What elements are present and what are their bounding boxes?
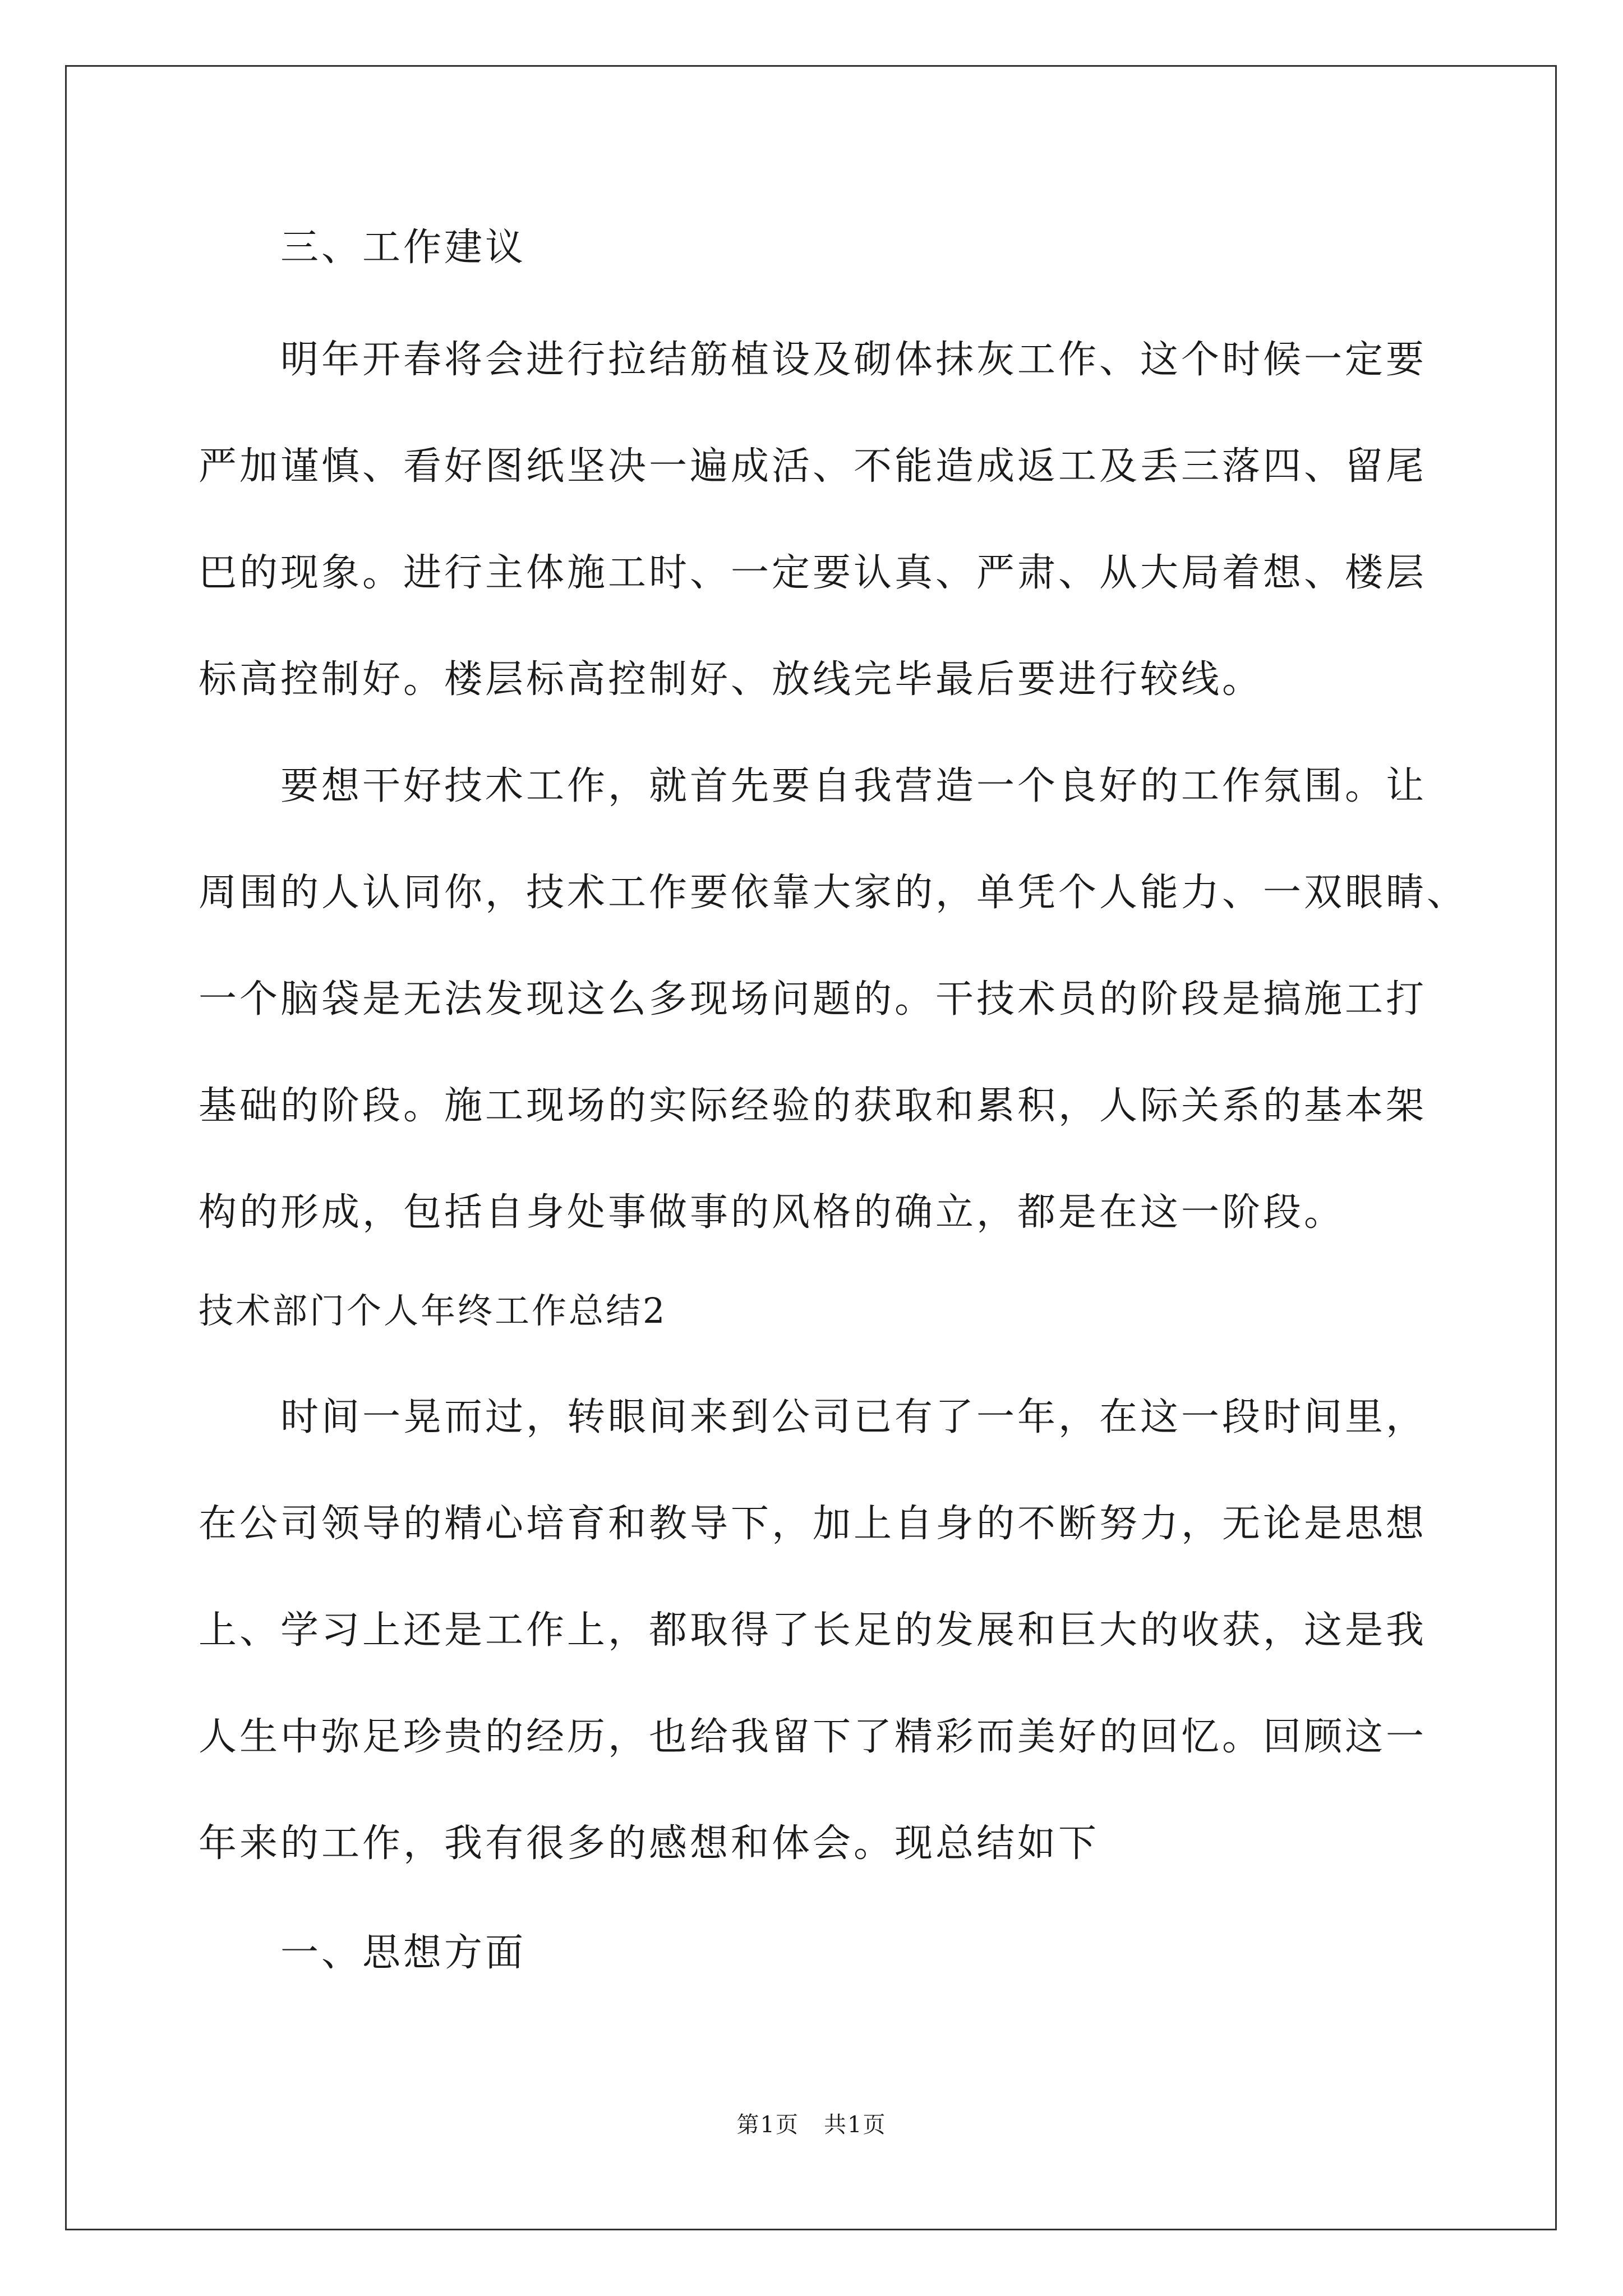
paragraph-line: 明年开春将会进行拉结筋植设及砌体抹灰工作、这个时候一定要 xyxy=(280,338,1427,382)
paragraph-line: 要想干好技术工作，就首先要自我营造一个良好的工作氛围。让 xyxy=(280,764,1427,808)
paragraph-line: 严加谨慎、看好图纸坚决一遍成活、不能造成返工及丢三落四、留尾 xyxy=(199,444,1427,489)
paragraph-line: 在公司领导的精心培育和教导下，加上自身的不断努力，无论是思想 xyxy=(199,1502,1427,1546)
paragraph-line: 年来的工作，我有很多的感想和体会。现总结如下 xyxy=(199,1821,1100,1866)
page-border xyxy=(65,65,1557,2230)
paragraph-line: 巴的现象。进行主体施工时、一定要认真、严肃、从大局着想、楼层 xyxy=(199,551,1427,595)
paragraph-line: 一个脑袋是无法发现这么多现场问题的。干技术员的阶段是搞施工打 xyxy=(199,977,1427,1022)
paragraph-line: 人生中弥足珍贵的经历，也给我留下了精彩而美好的回忆。回顾这一 xyxy=(199,1715,1427,1759)
page-total: 共1页 xyxy=(824,2112,887,2138)
section-heading-work-suggestions: 三、工作建议 xyxy=(280,226,527,270)
section-heading-thoughts: 一、思想方面 xyxy=(280,1931,527,1975)
paragraph-line: 标高控制好。楼层标高控制好、放线完毕最后要进行较线。 xyxy=(199,657,1264,702)
paragraph-line: 构的形成，包括自身处事做事的风格的确立，都是在这一阶段。 xyxy=(199,1190,1345,1235)
paragraph-line: 时间一晃而过，转眼间来到公司已有了一年，在这一段时间里， xyxy=(280,1395,1427,1439)
paragraph-line: 上、学习上还是工作上，都取得了长足的发展和巨大的收获，这是我 xyxy=(199,1608,1427,1653)
document-section-title: 技术部门个人年终工作总结2 xyxy=(199,1290,667,1331)
page-number: 第1页 xyxy=(736,2112,799,2138)
page-footer xyxy=(0,2108,1623,2142)
paragraph-line: 周围的人认同你，技术工作要依靠大家的，单凭个人能力、一双眼睛、 xyxy=(199,871,1468,915)
paragraph-line: 基础的阶段。施工现场的实际经验的获取和累积，人际关系的基本架 xyxy=(199,1084,1427,1128)
